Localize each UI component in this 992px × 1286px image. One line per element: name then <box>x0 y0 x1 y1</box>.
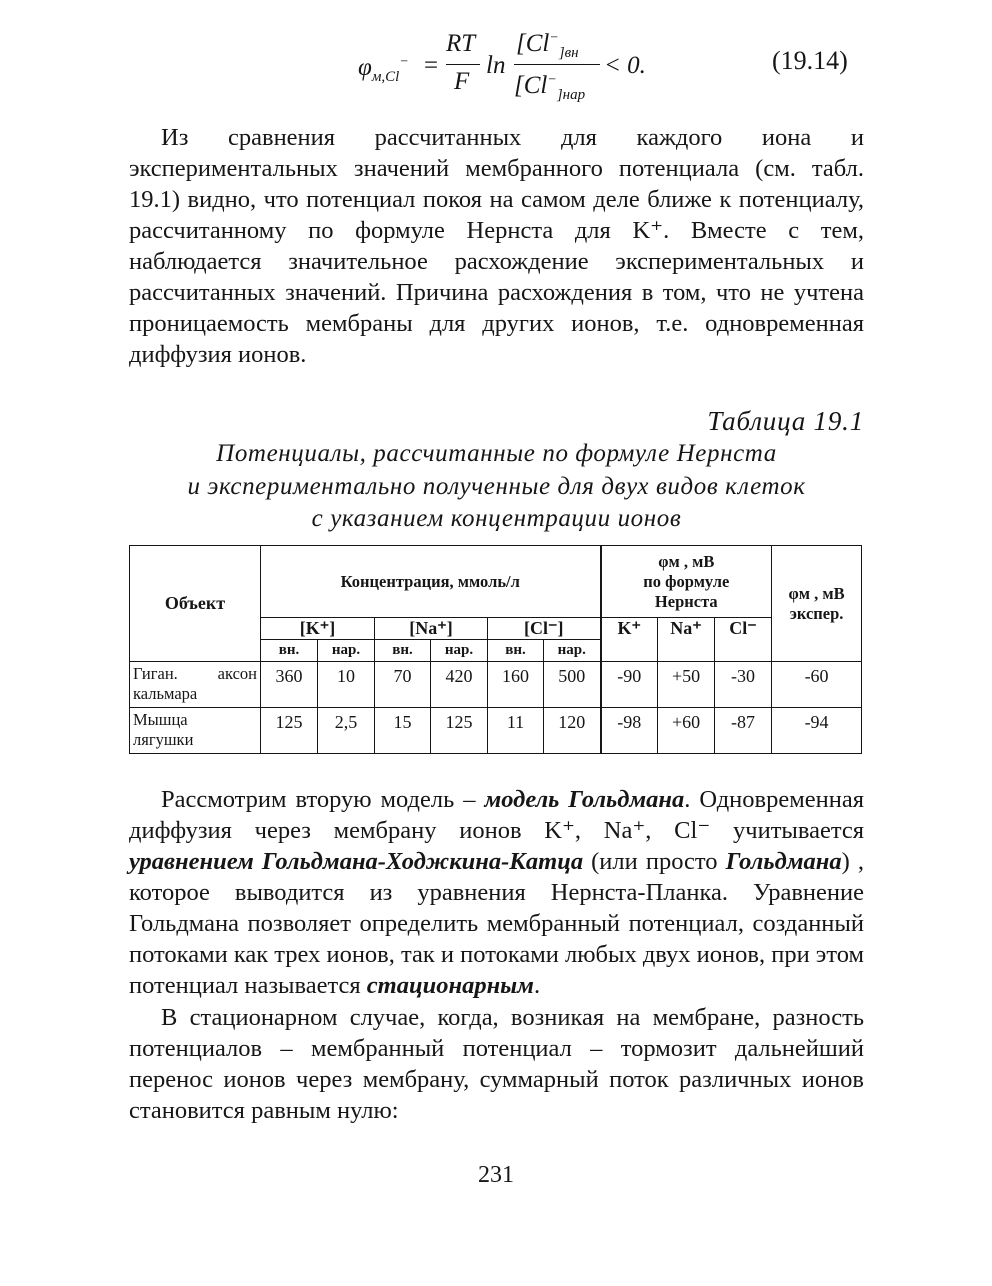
header-nernst-na: Na⁺ <box>658 618 715 662</box>
table-label: Таблица 19.1 <box>707 406 864 436</box>
term-goldman-model: модель Гольдмана <box>484 786 685 813</box>
table-caption-line-2: и экспериментально полученные для двух видов клеток <box>187 473 806 500</box>
paragraph-2: Рассмотрим вторую модель – модель Гольдмана. Одновременная диффузия через мембрану ионов K⁺, Na⁺, Cl⁻ учитывается уравнением Гольдмана-Ходжкина-Катца (или просто Гольдмана) , которое выводится из уравнения Нернста-Планка. Уравнение Гольдмана позволяет определить мембранный потенциал, созданный потоками как трех ионов, так и потоками любых двух ионов, при этом потенциал называется стационарным. <box>129 786 864 999</box>
header-nernst-k: K⁺ <box>601 618 658 662</box>
cell-k-out: 10 <box>318 662 375 708</box>
header-na-in: вн. <box>375 640 431 662</box>
equation-number: (19.14) <box>772 46 848 75</box>
header-object: Объект <box>130 546 261 662</box>
table-row <box>130 662 862 708</box>
cell-cl-in: 160 <box>488 662 544 708</box>
formula-frac1-denominator: F <box>454 68 470 95</box>
table-header-row-1 <box>130 546 862 618</box>
header-cl-out: нар. <box>544 640 601 662</box>
header-cl-in: вн. <box>488 640 544 662</box>
cell-cl-out: 500 <box>544 662 601 708</box>
table-row <box>130 708 862 754</box>
header-k-in: вн. <box>261 640 318 662</box>
formula-frac1-bar <box>446 64 480 65</box>
formula-19-14 <box>350 28 650 108</box>
cell-cl-out: 120 <box>544 708 601 754</box>
term-goldman: Гольдмана <box>725 848 842 875</box>
cell-k-in: 360 <box>261 662 318 708</box>
table-caption-line-3: с указанием концентрации ионов <box>311 505 682 532</box>
term-stationary: стационарным <box>366 972 534 999</box>
header-nernst-cl: Cl⁻ <box>715 618 772 662</box>
formula-lhs: $\varphi_{м,Cl}^-$ <box>358 54 409 85</box>
cell-na-in: 15 <box>375 708 431 754</box>
formula-frac2-bar <box>514 64 600 65</box>
header-ion-cl: [Cl⁻] <box>488 618 601 640</box>
formula-tail: < 0. <box>604 52 646 79</box>
header-experimental: φм , мВ экспер. <box>772 546 862 662</box>
formula-ln: ln <box>486 52 506 79</box>
table-caption-line-1: Потенциалы, рассчитанные по формуле Нернста <box>216 440 777 467</box>
row-object: Гиган. аксон кальмара <box>130 662 261 708</box>
cell-na-in: 70 <box>375 662 431 708</box>
cell-e-cl: -30 <box>715 662 772 708</box>
cell-na-out: 125 <box>431 708 488 754</box>
formula-equals: = <box>424 52 439 79</box>
term-ghk-equation: уравнением Гольдмана-Ходжкина-Катца <box>129 848 584 875</box>
cell-e-k: -98 <box>601 708 658 754</box>
cell-na-out: 420 <box>431 662 488 708</box>
cell-exp: -60 <box>772 662 862 708</box>
cell-exp: -94 <box>772 708 862 754</box>
paragraph-1: Из сравнения рассчитанных для каждого иона и экспериментальных значений мембранного потенциала (см. табл. 19.1) видно, что потенциал покоя на самом деле ближе к потенциалу, рассчитанному по формуле Нернста для K⁺. Вместе с тем, наблюдается значительное расхождение экспериментальных и рассчитанных значений. Причина расхождения в том, что не учтена проницаемость мембраны для других ионов, т.е. одновременная диффузия ионов. <box>129 124 864 368</box>
header-na-out: нар. <box>431 640 488 662</box>
cell-e-k: -90 <box>601 662 658 708</box>
table-19-1 <box>129 545 862 754</box>
paragraph-3: В стационарном случае, когда, возникая на мембране, разность потенциалов – мембранный потенциал – тормозит дальнейший перенос ионов через мембрану, суммарный поток различных ионов становится равным нулю: <box>129 1004 864 1124</box>
formula-frac2-numerator: [$Cl^-_{]вн}$ <box>516 30 579 61</box>
page-number: 231 <box>478 1162 514 1188</box>
formula-frac2-denominator: [$Cl^-_{]нар}$ <box>514 72 586 103</box>
formula-frac1-numerator: RT <box>446 30 476 57</box>
header-k-out: нар. <box>318 640 375 662</box>
cell-k-out: 2,5 <box>318 708 375 754</box>
cell-e-na: +50 <box>658 662 715 708</box>
cell-e-cl: -87 <box>715 708 772 754</box>
header-nernst: φм , мВ по формуле Нернста <box>601 546 772 618</box>
header-concentration: Концентрация, ммоль/л <box>261 546 601 618</box>
cell-e-na: +60 <box>658 708 715 754</box>
header-ion-k: [K⁺] <box>261 618 375 640</box>
row-object: Мышца лягушки <box>130 708 261 754</box>
cell-cl-in: 11 <box>488 708 544 754</box>
header-ion-na: [Na⁺] <box>375 618 488 640</box>
cell-k-in: 125 <box>261 708 318 754</box>
